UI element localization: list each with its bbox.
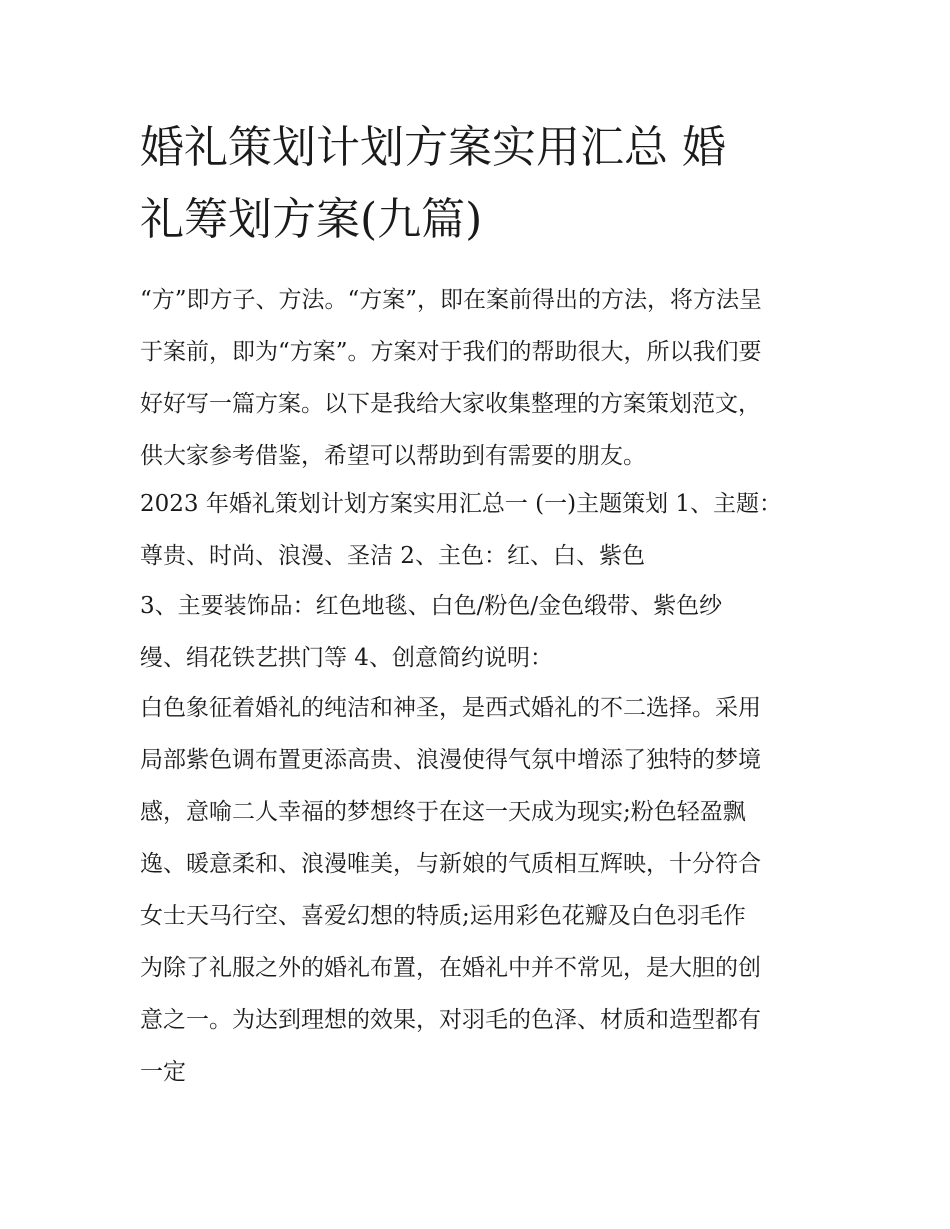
intro-paragraph — [140, 274, 820, 482]
text-line: 女士天马行空、喜爱幻想的特质;运用彩色花瓣及白色羽毛作 — [140, 903, 746, 929]
title-line: 婚礼策划计划方案实用汇总 婚 — [140, 122, 726, 173]
theme-paragraph — [140, 478, 820, 582]
text-line: 局部紫色调布置更添高贵、浪漫使得气氛中增添了独特的梦境 — [140, 747, 761, 773]
text-line: 于案前，即为“方案”。方案对于我们的帮助很大，所以我们要 — [140, 339, 762, 365]
text-line: “方”即方子、方法。“方案”，即在案前得出的方法，将方法呈 — [140, 287, 763, 313]
text-line: 为除了礼服之外的婚礼布置，在婚礼中并不常见，是大胆的创 — [140, 955, 761, 981]
text-line: 2023 年婚礼策划计划方案实用汇总一 (一)主题策划 1、主题： — [140, 491, 783, 517]
decoration-paragraph — [140, 580, 820, 684]
text-line: 缦、绢花铁艺拱门等 4、创意简约说明： — [140, 645, 553, 671]
text-line: 3、主要装饰品：红色地毯、白色/粉色/金色缎带、紫色纱 — [140, 593, 723, 619]
text-line: 好好写一篇方案。以下是我给大家收集整理的方案策划范文， — [140, 391, 761, 417]
text-line: 供大家参考借鉴，希望可以帮助到有需要的朋友。 — [140, 443, 646, 469]
text-line: 感，意喻二人幸福的梦想终于在这一天成为现实;粉色轻盈飘 — [140, 799, 746, 825]
creative-description-paragraph — [140, 682, 820, 1098]
text-line: 意之一。为达到理想的效果，对羽毛的色泽、材质和造型都有 — [140, 1007, 761, 1033]
text-line: 一定 — [140, 1059, 186, 1085]
text-line: 尊贵、时尚、浪漫、圣洁 2、主色：红、白、紫色 — [140, 543, 645, 569]
text-line: 白色象征着婚礼的纯洁和神圣，是西式婚礼的不二选择。采用 — [140, 695, 761, 721]
document-title — [140, 112, 820, 256]
text-line: 逸、暖意柔和、浪漫唯美，与新娘的气质相互辉映，十分符合 — [140, 851, 761, 877]
title-line: 礼筹划方案(九篇) — [140, 194, 483, 245]
